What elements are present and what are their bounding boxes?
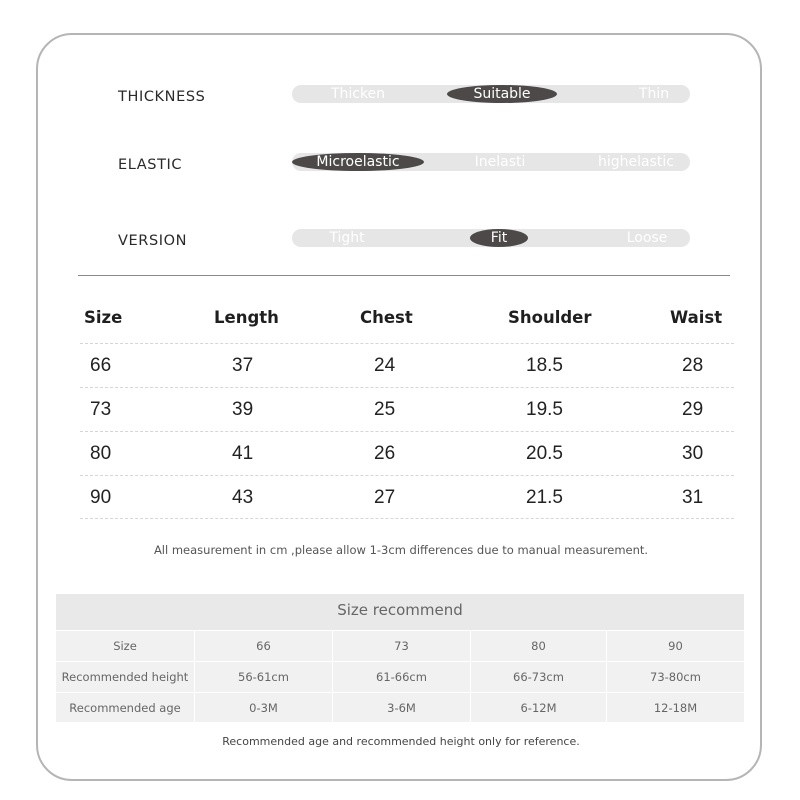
rec-cell: 0-3M (194, 693, 332, 724)
attr-row-version (38, 227, 764, 257)
header-shoulder: Shoulder (508, 308, 592, 327)
attr-label-elastic: ELASTIC (118, 157, 183, 173)
size-recommend-title: Size recommend (56, 594, 744, 630)
table-row (56, 661, 744, 692)
cell-length: 41 (232, 443, 254, 464)
option-fit-selected: Fit (470, 229, 528, 247)
size-info-card (36, 33, 762, 781)
cell-chest: 24 (374, 355, 396, 376)
cell-waist: 30 (682, 443, 704, 464)
cell-length: 37 (232, 355, 254, 376)
option-inelasti: Inelasti (474, 154, 526, 170)
cell-size: 90 (90, 487, 112, 508)
cell-size: 73 (90, 399, 112, 420)
cell-waist: 29 (682, 399, 704, 420)
option-microelastic-selected: Microelastic (292, 153, 424, 171)
size-chart-header (80, 303, 734, 343)
rec-cell: 56-61cm (194, 662, 332, 693)
cell-shoulder: 19.5 (526, 399, 563, 420)
cell-size: 66 (90, 355, 112, 376)
header-length: Length (214, 308, 279, 327)
size-recommend-table (56, 594, 744, 722)
rec-cell: 73-80cm (606, 662, 744, 693)
cell-length: 39 (232, 399, 254, 420)
cell-shoulder: 20.5 (526, 443, 563, 464)
row-label-age: Recommended age (69, 701, 181, 715)
size-chart-table (80, 303, 734, 519)
header-chest: Chest (360, 308, 413, 327)
cell-chest: 27 (374, 487, 396, 508)
option-suitable-selected: Suitable (447, 85, 557, 103)
row-label-height: Recommended height (61, 670, 189, 684)
attr-label-thickness: THICKNESS (118, 89, 206, 105)
cell-size: 80 (90, 443, 112, 464)
header-waist: Waist (670, 308, 723, 327)
size-recommend-rows (56, 630, 744, 723)
header-size: Size (84, 308, 123, 327)
cell-waist: 28 (682, 355, 704, 376)
version-scale (292, 229, 690, 247)
cell-waist: 31 (682, 487, 704, 508)
table-row (80, 475, 734, 519)
thickness-scale (292, 85, 690, 103)
cell-shoulder: 21.5 (526, 487, 563, 508)
option-loose: Loose (626, 230, 668, 246)
table-row (56, 692, 744, 723)
option-thin: Thin (638, 86, 670, 102)
rec-cell: 90 (606, 631, 744, 662)
attr-row-thickness (38, 83, 764, 113)
option-tight: Tight (329, 230, 365, 246)
rec-cell: 66 (194, 631, 332, 662)
option-highelastic: highelastic (598, 154, 674, 170)
cell-length: 43 (232, 487, 254, 508)
table-row (56, 630, 744, 661)
rec-cell: 6-12M (470, 693, 606, 724)
rec-cell: 73 (332, 631, 470, 662)
elastic-scale (292, 153, 690, 171)
option-thicken: Thicken (330, 86, 386, 102)
cell-chest: 25 (374, 399, 396, 420)
table-row (80, 431, 734, 475)
reference-footnote: Recommended age and recommended height only for reference. (222, 735, 580, 748)
cell-shoulder: 18.5 (526, 355, 563, 376)
rec-cell: 80 (470, 631, 606, 662)
table-row (80, 387, 734, 431)
cell-chest: 26 (374, 443, 396, 464)
rec-cell: 3-6M (332, 693, 470, 724)
section-divider (78, 275, 730, 276)
attr-row-elastic (38, 151, 764, 181)
measurement-note: All measurement in cm ,please allow 1-3cm differences due to manual measurement. (153, 543, 649, 557)
row-label-size: Size (113, 639, 137, 653)
table-row (80, 343, 734, 387)
rec-cell: 66-73cm (470, 662, 606, 693)
rec-cell: 12-18M (606, 693, 744, 724)
rec-cell: 61-66cm (332, 662, 470, 693)
attr-label-version: VERSION (118, 233, 188, 249)
